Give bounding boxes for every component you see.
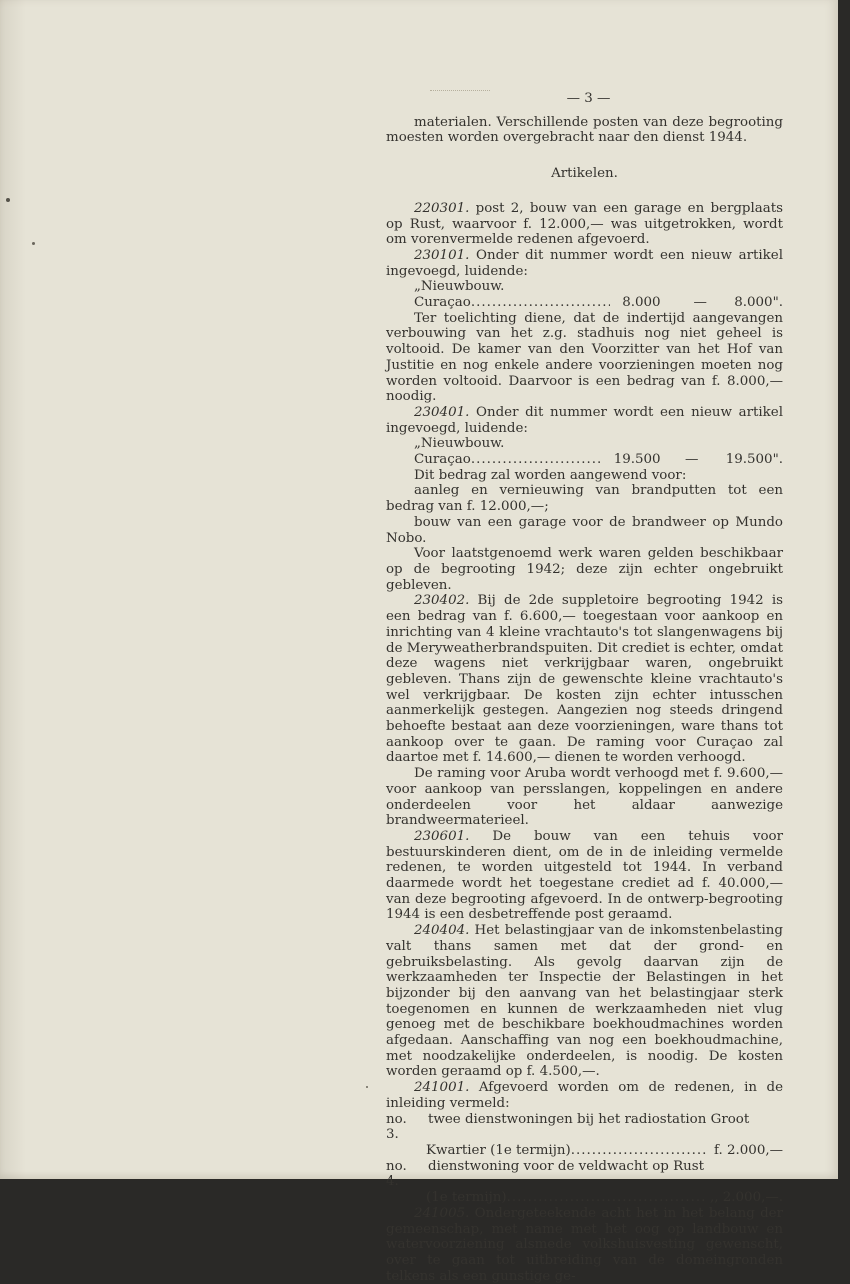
leader-dots bbox=[507, 1190, 704, 1206]
quote-heading: „Nieuwbouw. bbox=[414, 279, 505, 295]
list-text: twee dienstwoningen bij het radiostation Groot bbox=[428, 1111, 750, 1127]
article-code: 230101. bbox=[414, 247, 470, 263]
amount-row bbox=[386, 295, 783, 311]
article-code: 241001. bbox=[414, 1080, 470, 1096]
article-240404 bbox=[386, 923, 783, 1080]
amount-first: 19.500 bbox=[613, 452, 661, 468]
quote-heading: „Nieuwbouw. bbox=[414, 436, 505, 452]
list-text: (1e termijn) bbox=[426, 1190, 507, 1206]
page-number: — 3 — bbox=[566, 91, 611, 106]
article-code: 220301. bbox=[414, 200, 470, 216]
text-column bbox=[386, 91, 783, 1284]
article-text: De bouw van een tehuis voor bestuurskinderen dient, om de in de inleiding vermelde redenen, te worden uitgesteld tot 1944. In verband daarmede wordt het toegestane crediet ad f. 40.000,— van deze begrooting afgevoerd. In de ontwerp-begrooting 1944 is een desbetreffende post geraamd. bbox=[386, 828, 783, 923]
list-text: Kwartier (1e termijn) bbox=[426, 1143, 571, 1158]
article-text: Ondergeteekende acht het in het belang der gemeenschap, met name met het oog op landbouw en watervoorziening alsmede volkshuisvesting gewenscht, over te gaan tot uitbreiding van de domeingronden telkens als een gunstige ge- bbox=[386, 1205, 783, 1284]
amount-dash: — bbox=[693, 295, 707, 311]
article-230401-p2: Dit bedrag zal worden aangewend voor: bbox=[414, 467, 687, 483]
article-230402 bbox=[386, 593, 783, 766]
scan-speck bbox=[32, 242, 35, 245]
article-220301 bbox=[386, 201, 783, 248]
page-edge-shadow bbox=[0, 0, 26, 1179]
amount-second: 19.500". bbox=[725, 452, 783, 468]
article-text: Onder dit nummer wordt een nieuw artikel ingevoegd, luidende: bbox=[386, 404, 783, 436]
list-amount: ,, 2.000,—. bbox=[709, 1190, 783, 1206]
list-label: no. 3. bbox=[386, 1111, 407, 1143]
article-text: post 2, bouw van een garage en bergplaats op Rust, waarvoor f. 12.000,— was uitgetrokken, wordt om vorenvermelde redenen afgevoerd. bbox=[386, 200, 783, 248]
amount-second: 8.000". bbox=[734, 295, 783, 311]
article-text: Onder dit nummer wordt een nieuw artikel ingevoegd, luidende: bbox=[386, 247, 783, 279]
list-label: no. 4. bbox=[386, 1158, 407, 1190]
leader-dots bbox=[571, 1143, 708, 1159]
article-code: 230601. bbox=[414, 828, 470, 844]
article-text: Het belastingjaar van de inkomstenbelasting valt thans samen met dat der grond- en gebruiksbelasting. Als gevolg daarvan zijn de werkzaamheden ter Inspectie der Belastingen in het bijzonder bij den aanvang van het belastingjaar sterk toegenomen en kunnen de werkzaamheden niet vlug genoeg met de beschikbare boekhoudmachines worden afgedaan. Aanschaffing van nog een boekhoudmachine, met noodzakelijke onderdeelen, is noodig. De kosten worden geraamd op f. 4.500,—. bbox=[386, 923, 783, 1080]
amount-dash: — bbox=[685, 452, 699, 468]
list-item bbox=[386, 1159, 783, 1190]
list-item-continuation bbox=[386, 1190, 783, 1206]
list-amount: f. 2.000,— bbox=[714, 1143, 783, 1158]
article-code: 240404. bbox=[414, 923, 470, 939]
article-230401-p3: aanleg en vernieuwing van brandputten tot een bedrag van f. 12.000,—; bbox=[386, 483, 783, 515]
article-241005 bbox=[386, 1206, 783, 1284]
article-230101 bbox=[386, 248, 783, 279]
article-text: Bij de 2de suppletoire begrooting 1942 is een bedrag van f. 6.600,— toegestaan voor aankoop en inrichting van 4 kleine vrachtauto's tot slangenwagens bij de Meryweatherbrandspuiten. Dit crediet is echter, omdat deze wagens niet verkrijgbaar waren, ongebruikt gebleven. Thans zijn de gewenschte kleine vrachtauto's wel verkrijgbaar. De kosten zijn echter intusschen aanmerkelijk gestegen. Aangezien nog steeds dringend behoefte bestaat aan deze voorzieningen, ware thans tot aankoop over te gaan. De raming voor Curaçao zal daartoe met f. 14.600,— dienen te worden verhoogd. bbox=[386, 593, 783, 766]
place-label: Curaçao bbox=[414, 295, 471, 311]
list-item bbox=[386, 1112, 783, 1143]
article-code: 230401. bbox=[414, 404, 470, 420]
article-code: 230402. bbox=[414, 593, 470, 609]
article-text: Afgevoerd worden om de redenen, in de inleiding vermeld: bbox=[386, 1080, 783, 1111]
amount-row bbox=[386, 452, 783, 468]
place-label: Curaçao bbox=[414, 452, 471, 468]
amount-first: 8.000 bbox=[622, 295, 661, 311]
article-code: 241005. bbox=[414, 1205, 470, 1221]
leader-dots bbox=[471, 295, 610, 311]
article-230401-p5: Voor laatstgenoemd werk waren gelden beschikbaar op de begrooting 1942; deze zijn echter ongebruikt gebleven. bbox=[386, 546, 783, 593]
list-item-continuation bbox=[386, 1143, 783, 1159]
article-230101-explanation: Ter toelichting diene, dat de indertijd aangevangen verbouwing van het z.g. stadhuis nog niet geheel is voltooid. De kamer van den Voorzitter van het Hof van Justitie en nog enkele andere voorzieningen moeten nog worden voltooid. Daarvoor is een bedrag van f. 8.000,— noodig. bbox=[386, 310, 783, 405]
article-241001 bbox=[386, 1080, 783, 1111]
article-230601 bbox=[386, 829, 783, 923]
list-text: dienstwoning voor de veldwacht op Rust bbox=[428, 1158, 705, 1174]
leader-dots bbox=[471, 452, 602, 468]
article-230401-p4: bouw van een garage voor de brandweer op Mundo Nobo. bbox=[386, 514, 783, 546]
article-230402-p2: De raming voor Aruba wordt verhoogd met f. 9.600,— voor aankoop van persslangen, koppelingen en andere onderdeelen voor het aldaar aanwezige brandweermaterieel. bbox=[386, 766, 783, 829]
intro-paragraph: materialen. Verschillende posten van deze begrooting moesten worden overgebracht naar den dienst 1944. bbox=[386, 114, 783, 146]
scan-speck bbox=[6, 198, 10, 202]
scan-speck bbox=[366, 1086, 368, 1088]
article-230401 bbox=[386, 405, 783, 436]
section-heading: Artikelen. bbox=[551, 166, 618, 182]
